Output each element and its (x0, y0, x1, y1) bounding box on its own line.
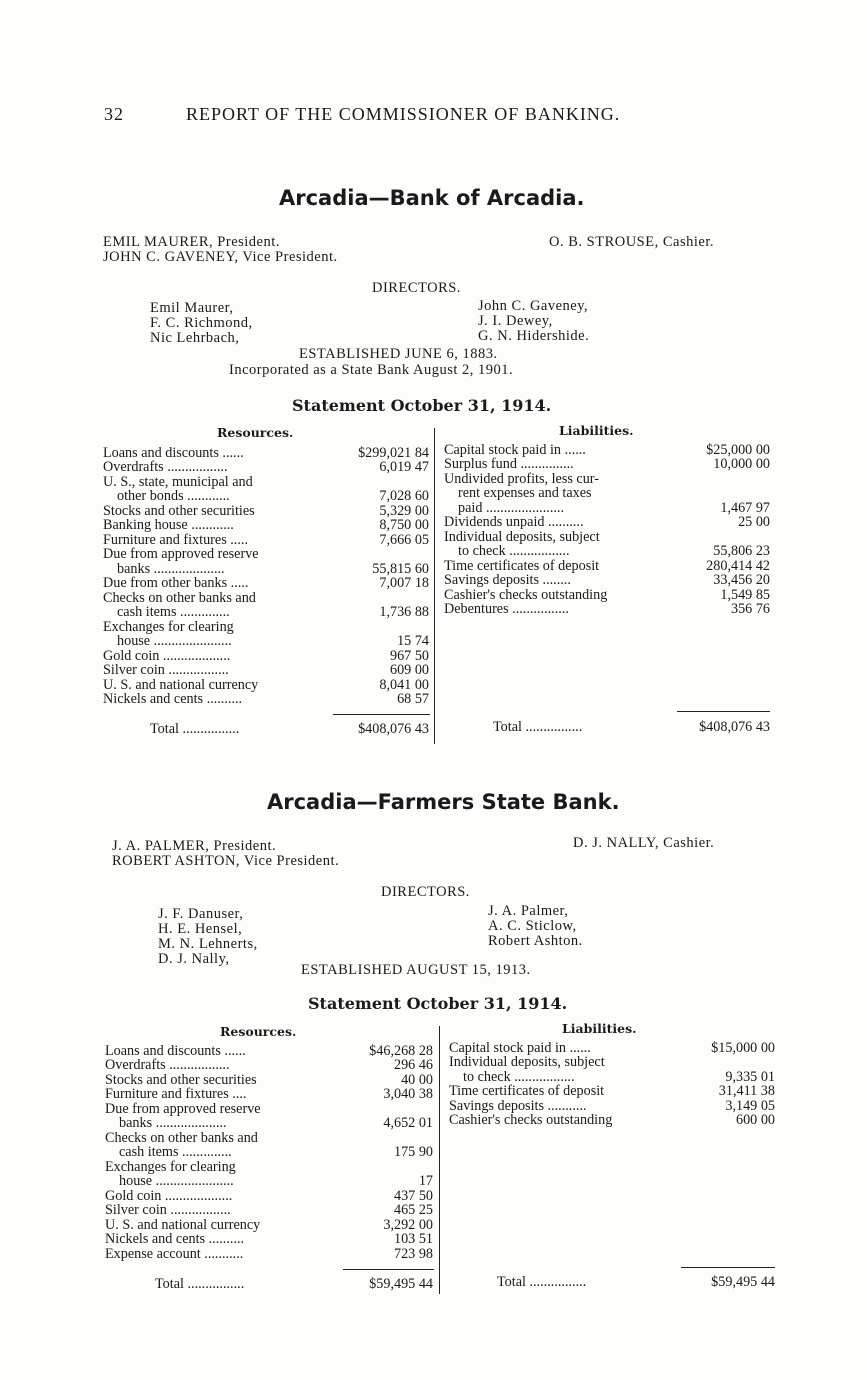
total-rule (343, 1269, 434, 1270)
row-label: Cashier's checks outstanding (444, 587, 608, 603)
directors-heading: DIRECTORS. (372, 280, 461, 296)
table-row (105, 1203, 433, 1218)
established: ESTABLISHED JUNE 6, 1883. (299, 346, 498, 362)
row-label: U. S., state, municipal and (103, 474, 253, 490)
row-label: Stocks and other securities (105, 1072, 257, 1088)
bank-title: Arcadia—Bank of Arcadia. (279, 186, 585, 210)
row-amount: $299,021 84 (358, 445, 429, 461)
row-label: Time certificates of deposit (449, 1083, 605, 1099)
row-amount: 1,549 85 (720, 587, 770, 603)
table-row (449, 1084, 775, 1099)
row-label: Due from approved reserve (105, 1101, 261, 1117)
total-amount: $59,495 44 (369, 1276, 433, 1292)
row-label: to check ................. (458, 543, 570, 559)
row-label: Silver coin ................. (105, 1202, 231, 1218)
row-label: U. S. and national currency (103, 677, 259, 693)
director: G. N. Hidershide. (478, 328, 590, 344)
row-amount: 465 25 (393, 1202, 433, 1218)
row-label: cash items .............. (117, 604, 230, 620)
resources-heading: Resources. (217, 425, 294, 440)
row-label: Capital stock paid in ...... (449, 1040, 591, 1056)
table-row (105, 1058, 433, 1073)
table-row (103, 663, 429, 678)
row-amount: 8,041 00 (379, 677, 429, 693)
total-rule (677, 711, 770, 712)
director: J. A. Palmer, (488, 903, 569, 919)
table-row (103, 547, 429, 562)
row-amount: 17 (418, 1173, 433, 1189)
incorporated: Incorporated as a State Bank August 2, 1901. (229, 362, 514, 378)
row-amount: 25 00 (738, 514, 770, 530)
table-row (444, 573, 770, 588)
row-label: Loans and discounts ...... (105, 1043, 246, 1059)
row-label: Nickels and cents .......... (105, 1231, 245, 1247)
row-amount: 8,750 00 (379, 517, 429, 533)
director: D. J. Nally, (158, 951, 230, 967)
row-amount: 609 00 (389, 662, 429, 678)
row-label: Dividends unpaid .......... (444, 514, 584, 530)
row-amount: 723 98 (393, 1246, 433, 1262)
table-row (444, 544, 770, 559)
row-label: U. S. and national currency (105, 1217, 261, 1233)
total-label: Total ................ (497, 1274, 587, 1290)
cashier: D. J. NALLY, Cashier. (573, 835, 715, 851)
row-label: Banking house ............ (103, 517, 234, 533)
row-amount: 5,329 00 (379, 503, 429, 519)
row-label: banks .................... (117, 561, 225, 577)
row-amount: 3,149 05 (725, 1098, 775, 1114)
row-amount: 3,292 00 (383, 1217, 433, 1233)
total-amount: $59,495 44 (711, 1274, 775, 1290)
director: M. N. Lehnerts, (158, 936, 258, 952)
vice-president: JOHN C. GAVENEY, Vice President. (103, 249, 338, 265)
row-label: Stocks and other securities (103, 503, 255, 519)
row-label: Cashier's checks outstanding (449, 1112, 613, 1128)
row-amount: 15 74 (397, 633, 429, 649)
row-amount: 600 00 (735, 1112, 775, 1128)
row-label: Undivided profits, less cur- (444, 471, 599, 487)
row-amount: 55,815 60 (372, 561, 429, 577)
row-label: Checks on other banks and (105, 1130, 258, 1146)
table-row (103, 518, 429, 533)
row-label: paid ...................... (458, 500, 565, 516)
row-amount: 7,666 05 (379, 532, 429, 548)
director: Robert Ashton. (488, 933, 583, 949)
total-row (155, 1277, 433, 1292)
row-label: Silver coin ................. (103, 662, 229, 678)
row-label: banks .................... (119, 1115, 227, 1131)
row-amount: 40 00 (401, 1072, 433, 1088)
director: J. I. Dewey, (478, 313, 553, 329)
table-row (103, 692, 429, 707)
row-label: Gold coin ................... (105, 1188, 233, 1204)
row-amount: $25,000 00 (706, 442, 770, 458)
row-label: Individual deposits, subject (444, 529, 600, 545)
total-label: Total ................ (150, 721, 240, 737)
director: H. E. Hensel, (158, 921, 243, 937)
row-amount: 103 51 (393, 1231, 433, 1247)
row-label: Nickels and cents .......... (103, 691, 243, 707)
row-amount: 31,411 38 (718, 1083, 775, 1099)
total-row (497, 1275, 775, 1290)
row-label: house ...................... (117, 633, 232, 649)
vice-president: ROBERT ASHTON, Vice President. (112, 853, 340, 869)
row-label: Debentures ................ (444, 601, 569, 617)
row-label: Overdrafts ................. (105, 1057, 230, 1073)
row-label: Furniture and fixtures ..... (103, 532, 248, 548)
table-row (103, 460, 429, 475)
row-amount: 356 76 (730, 601, 770, 617)
row-label: cash items .............. (119, 1144, 232, 1160)
row-label: Capital stock paid in ...... (444, 442, 586, 458)
director: John C. Gaveney, (478, 298, 589, 314)
total-rule (333, 714, 430, 715)
table-row (103, 576, 429, 591)
row-label: Furniture and fixtures .... (105, 1086, 247, 1102)
row-amount: 7,007 18 (379, 575, 429, 591)
row-label: rent expenses and taxes (458, 485, 592, 501)
table-row (105, 1174, 433, 1189)
total-row (150, 722, 429, 737)
row-label: other bonds ............ (117, 488, 230, 504)
row-label: house ...................... (119, 1173, 234, 1189)
row-label: Loans and discounts ...... (103, 445, 244, 461)
resources-heading: Resources. (220, 1024, 297, 1039)
row-label: Exchanges for clearing (103, 619, 234, 635)
row-amount: 437 50 (393, 1188, 433, 1204)
director: Emil Maurer, (150, 300, 234, 316)
row-label: Individual deposits, subject (449, 1054, 605, 1070)
statement-heading: Statement October 31, 1914. (292, 396, 552, 415)
liabilities-heading: Liabilities. (562, 1021, 637, 1036)
row-amount: $46,268 28 (369, 1043, 433, 1059)
director: A. C. Sticlow, (488, 918, 577, 934)
table-row (449, 1055, 775, 1070)
president: EMIL MAURER, President. (103, 234, 280, 250)
row-label: Checks on other banks and (103, 590, 256, 606)
row-amount: 33,456 20 (713, 572, 770, 588)
row-amount: 10,000 00 (713, 456, 770, 472)
established: ESTABLISHED AUGUST 15, 1913. (301, 962, 531, 978)
table-row (103, 605, 429, 620)
bank-title: Arcadia—Farmers State Bank. (267, 790, 620, 814)
row-amount: 175 90 (393, 1144, 433, 1160)
row-label: Gold coin ................... (103, 648, 231, 664)
cashier: O. B. STROUSE, Cashier. (549, 234, 714, 250)
row-label: Due from approved reserve (103, 546, 259, 562)
row-amount: 1,467 97 (720, 500, 770, 516)
row-amount: 296 46 (393, 1057, 433, 1073)
row-amount: 6,019 47 (379, 459, 429, 475)
row-label: Exchanges for clearing (105, 1159, 236, 1175)
total-row (493, 720, 770, 735)
directors-heading: DIRECTORS. (381, 884, 470, 900)
row-amount: 3,040 38 (383, 1086, 433, 1102)
total-rule (681, 1267, 775, 1268)
row-label: Time certificates of deposit (444, 558, 600, 574)
director: Nic Lehrbach, (150, 330, 240, 346)
column-divider (439, 1026, 440, 1294)
president: J. A. PALMER, President. (112, 838, 277, 854)
total-amount: $408,076 43 (358, 721, 429, 737)
row-label: Surplus fund ............... (444, 456, 574, 472)
row-label: to check ................. (463, 1069, 575, 1085)
table-row (444, 457, 770, 472)
table-row (103, 634, 429, 649)
row-label: Savings deposits ........... (449, 1098, 587, 1114)
row-amount: 7,028 60 (379, 488, 429, 504)
table-row (444, 515, 770, 530)
row-amount: 68 57 (397, 691, 429, 707)
row-label: Overdrafts ................. (103, 459, 228, 475)
row-amount: $15,000 00 (711, 1040, 775, 1056)
director: J. F. Danuser, (158, 906, 244, 922)
row-amount: 4,652 01 (383, 1115, 433, 1131)
table-row (105, 1145, 433, 1160)
table-row (105, 1087, 433, 1102)
row-label: Expense account ........... (105, 1246, 244, 1262)
row-amount: 280,414 42 (706, 558, 770, 574)
row-amount: 1,736 88 (379, 604, 429, 620)
director: F. C. Richmond, (150, 315, 253, 331)
total-label: Total ................ (493, 719, 583, 735)
table-row (444, 602, 770, 617)
table-row (449, 1113, 775, 1128)
table-row (103, 489, 429, 504)
total-label: Total ................ (155, 1276, 245, 1292)
column-divider (434, 428, 435, 744)
row-amount: 55,806 23 (713, 543, 770, 559)
table-row (105, 1232, 433, 1247)
row-amount: 967 50 (389, 648, 429, 664)
row-label: Savings deposits ........ (444, 572, 571, 588)
row-label: Due from other banks ..... (103, 575, 249, 591)
liabilities-heading: Liabilities. (559, 423, 634, 438)
running-header: REPORT OF THE COMMISSIONER OF BANKING. (186, 104, 621, 124)
page-number: 32 (104, 104, 124, 124)
row-amount: 9,335 01 (725, 1069, 775, 1085)
table-row (444, 486, 770, 501)
total-amount: $408,076 43 (699, 719, 770, 735)
statement-heading: Statement October 31, 1914. (308, 994, 568, 1013)
table-row (105, 1116, 433, 1131)
table-row (105, 1247, 433, 1262)
